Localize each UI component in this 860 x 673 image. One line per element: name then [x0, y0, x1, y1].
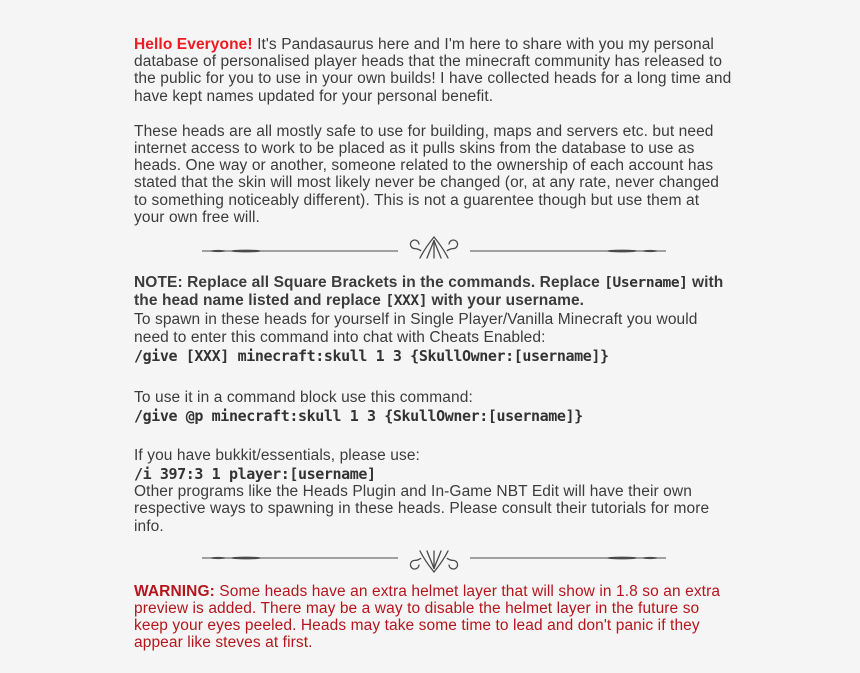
divider-flourish-top [194, 234, 674, 266]
note-paragraph [134, 274, 734, 310]
bukkit-instructions: If you have bukkit/essentials, please use: [134, 447, 420, 465]
disclaimer-paragraph: These heads are all mostly safe to use for building, maps and servers etc. but need internet access to work to be placed as it pulls skins from the database to use as heads. One way or another, someone related to the ownership of each account has stated that the skin will most likely never be changed (or, at any rate, never changed to something noticeably different). This is not a guarentee though but use them at your own free will. [134, 122, 720, 226]
warning-body: Some heads have an extra helmet layer that will show in 1.8 so an extra preview is added. There may be a way to disable the helmet layer in the future so keep your eyes peeled. Heads may take some time to lead and don't panic if they appear like steves at first. [134, 582, 721, 652]
command-block-command: /give @p minecraft:skull 1 3 {SkullOwner:[username]} [134, 407, 583, 426]
spacer [134, 365, 734, 389]
other-programs-paragraph: Other programs like the Heads Plugin and In-Game NBT Edit will have their own respective ways to spawning in these heads. Please consult their tutorials for more info. [134, 483, 710, 535]
intro-greeting: Hello Everyone! [134, 36, 253, 53]
flourish-ornament-icon [194, 234, 674, 266]
flourish-ornament-flipped-icon [194, 543, 674, 575]
note-code-username: [Username] [604, 275, 688, 292]
single-player-instructions: To spawn in these heads for yourself in Single Player/Vanilla Minecraft you would need to enter this command into chat with Cheats Enabled: [134, 311, 698, 346]
warning-label: WARNING: [134, 582, 215, 600]
spacer [134, 425, 734, 447]
intro-paragraph [134, 36, 734, 105]
note-code-xxx: [XXX] [385, 293, 428, 310]
divider-flourish-bottom [194, 543, 674, 575]
note-text-1: NOTE: Replace all Square Brackets in the commands. Replace [134, 274, 605, 292]
single-player-command: /give [XXX] minecraft:skull 1 3 {SkullOwner:[username]} [134, 346, 609, 365]
intro-text: It's Pandasaurus here and I'm here to share with you my personal database of personalised player heads that the minecraft community has released to the public for you to use in your own builds! I have collected heads for a long time and have kept names updated for your personal benefit. [134, 36, 732, 105]
bukkit-command: /i 397:3 1 player:[username] [134, 465, 376, 484]
note-text-2: with the head name listed and replace [134, 274, 724, 310]
warning-paragraph [134, 583, 734, 652]
note-text-3: with your username. [427, 292, 585, 310]
command-block-instructions: To use it in a command block use this command: [134, 388, 473, 406]
